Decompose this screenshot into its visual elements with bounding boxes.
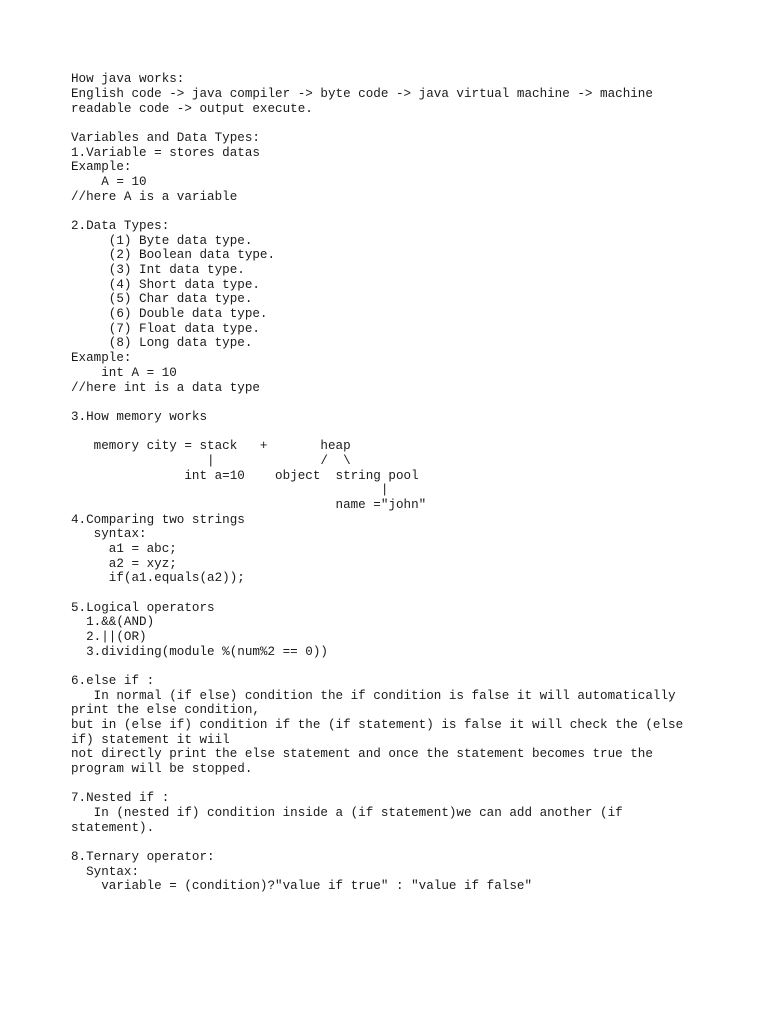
doc-line: | / \: [71, 454, 351, 468]
doc-line: syntax:: [71, 527, 147, 541]
doc-line: //here A is a variable: [71, 190, 238, 204]
doc-line: 2.||(OR): [71, 630, 147, 644]
doc-line: readable code -> output execute.: [71, 102, 313, 116]
doc-line: Example:: [71, 351, 132, 365]
doc-line: 7.Nested if :: [71, 791, 170, 805]
doc-line: 2.Data Types:: [71, 219, 170, 233]
doc-line: (4) Short data type.: [71, 278, 260, 292]
doc-line: 1.Variable = stores datas: [71, 146, 260, 160]
doc-line: (1) Byte data type.: [71, 234, 253, 248]
doc-line: print the else condition,: [71, 703, 260, 717]
doc-line: (7) Float data type.: [71, 322, 260, 336]
doc-line: 3.dividing(module %(num%2 == 0)): [71, 645, 328, 659]
doc-line: (2) Boolean data type.: [71, 248, 276, 262]
doc-line: English code -> java compiler -> byte code -> java virtual machine -> machine: [71, 87, 653, 101]
doc-line: 1.&&(AND): [71, 615, 155, 629]
doc-line: int A = 10: [71, 366, 177, 380]
doc-line: a2 = xyz;: [71, 557, 177, 571]
doc-line: if(a1.equals(a2));: [71, 571, 245, 585]
doc-line: (3) Int data type.: [71, 263, 245, 277]
doc-line: //here int is a data type: [71, 381, 260, 395]
doc-line: a1 = abc;: [71, 542, 177, 556]
doc-line: (5) Char data type.: [71, 292, 253, 306]
doc-line: Example:: [71, 160, 132, 174]
doc-line: In normal (if else) condition the if condition is false it will automatically: [71, 689, 676, 703]
doc-line: not directly print the else statement and once the statement becomes true the: [71, 747, 653, 761]
doc-line: statement).: [71, 821, 155, 835]
doc-line: 3.How memory works: [71, 410, 208, 424]
doc-line: How java works:: [71, 72, 185, 86]
doc-line: program will be stopped.: [71, 762, 253, 776]
doc-line: int a=10 object string pool: [71, 469, 419, 483]
doc-line: if) statement it wiil: [71, 733, 230, 747]
doc-line: Syntax:: [71, 865, 140, 879]
doc-line: |: [71, 483, 389, 497]
doc-line: 4.Comparing two strings: [71, 513, 245, 527]
doc-line: memory city = stack + heap: [71, 439, 351, 453]
doc-line: 5.Logical operators: [71, 601, 215, 615]
doc-line: but in (else if) condition if the (if statement) is false it will check the (else: [71, 718, 684, 732]
doc-line: 8.Ternary operator:: [71, 850, 215, 864]
doc-line: (6) Double data type.: [71, 307, 268, 321]
doc-line: 6.else if :: [71, 674, 155, 688]
doc-line: (8) Long data type.: [71, 336, 253, 350]
doc-line: variable = (condition)?"value if true" : "value if false": [71, 879, 533, 893]
doc-line: name ="john": [71, 498, 427, 512]
doc-line: A = 10: [71, 175, 147, 189]
doc-line: In (nested if) condition inside a (if statement)we can add another (if: [71, 806, 623, 820]
doc-line: Variables and Data Types:: [71, 131, 260, 145]
